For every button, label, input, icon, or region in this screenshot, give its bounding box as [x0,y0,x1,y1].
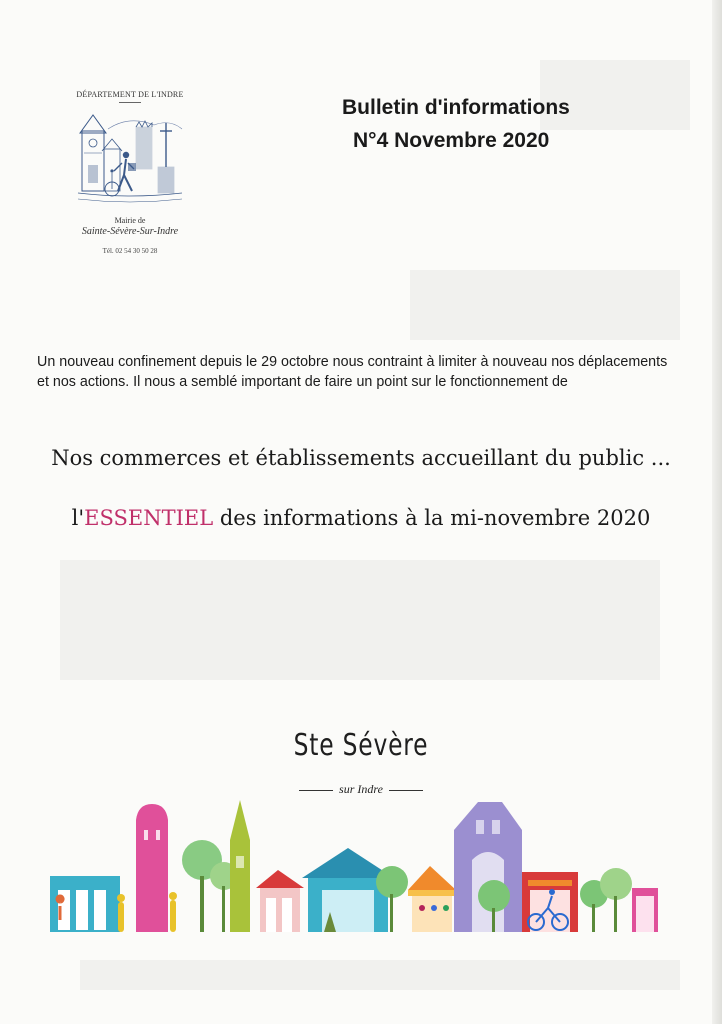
logo-title: Ste Sévère [293,728,429,763]
crest-department: DÉPARTEMENT DE L'INDRE [76,90,184,99]
bulletin-issue: N°4 Novembre 2020 [353,129,550,152]
town-skyline-illustration [46,790,662,936]
headline-essentiel [0,506,722,530]
crest-town: Sainte-Sévère-Sur-Indre [81,226,179,237]
intro-paragraph: Un nouveau confinement depuis le 29 octobre nous contraint à limiter à nouveau nos déplacements et nos actions. Il nous a semblé important de faire un point sur le fonctionnement de [37,354,668,390]
bleed-through-shadow [60,560,660,680]
crest-rule [119,102,141,103]
headline-accent-word: ESSENTIEL [84,506,214,530]
town-hall-crest [66,90,194,255]
headline-prefix: l' [71,506,85,530]
town-illustration [74,109,186,207]
logo-subtitle-text: sur Indre [339,782,383,796]
crest-phone: Tél. 02 54 30 50 28 [102,247,158,255]
headline-commerces: Nos commerces et établissements accueillant du public ... [51,446,671,470]
bleed-through-shadow [80,960,680,990]
crest-mairie: Mairie de [114,216,146,225]
bulletin-title: Bulletin d'informations [342,96,570,119]
headline-rest: des informations à la mi-novembre 2020 [213,506,651,530]
bleed-through-shadow [410,270,680,340]
